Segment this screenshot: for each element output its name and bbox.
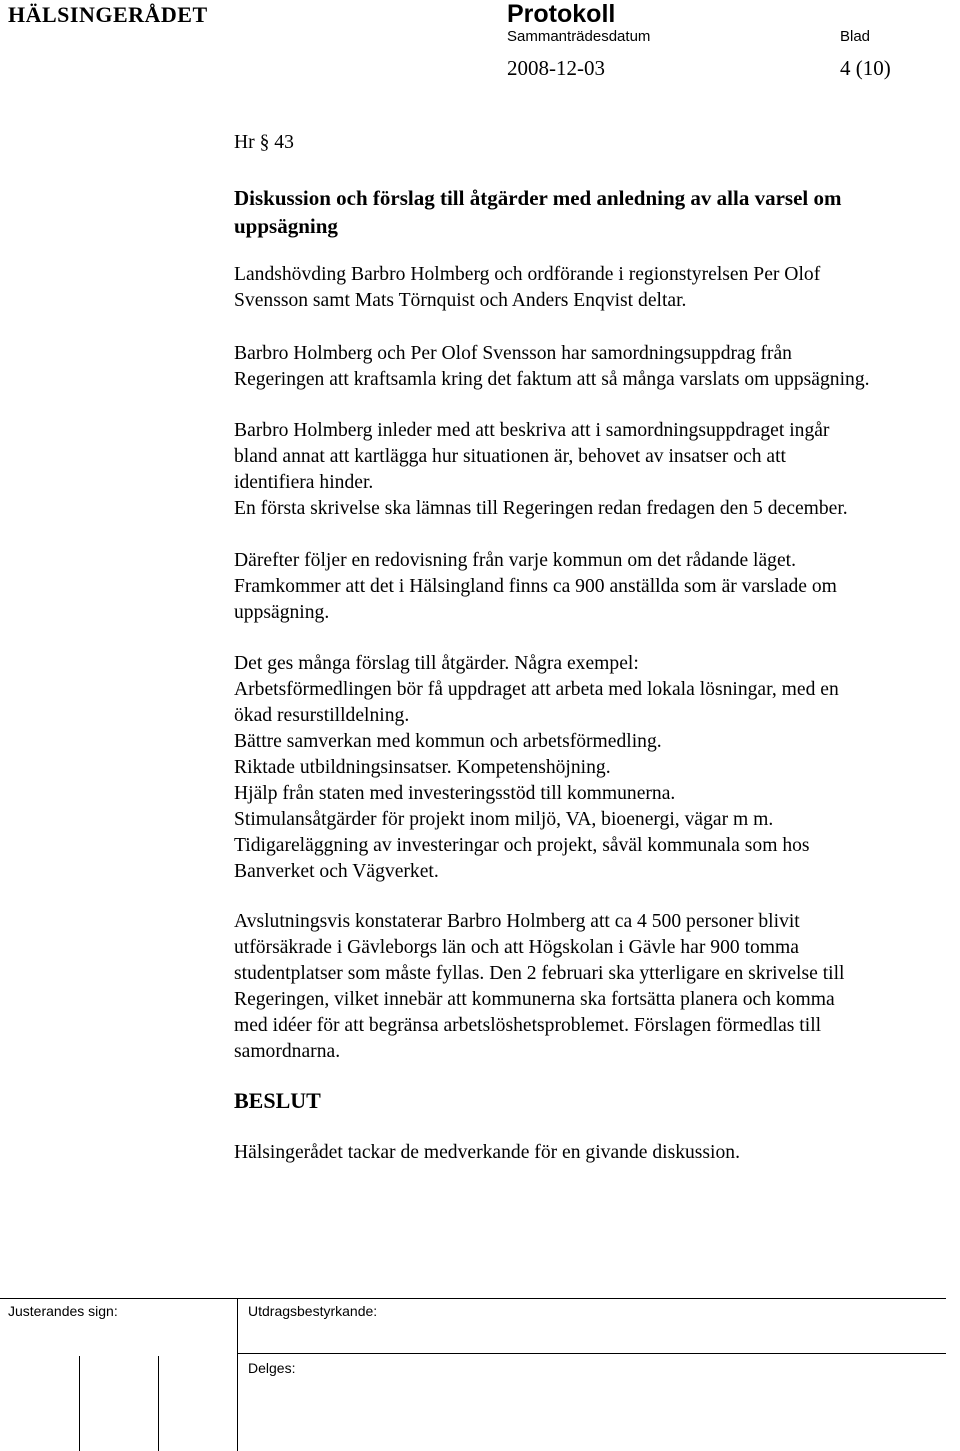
- item-title: [234, 184, 841, 240]
- text-line: Regeringen, vilket innebär att kommunerna ska fortsätta planera och komma: [234, 989, 835, 1010]
- paragraph-mandate: [234, 341, 934, 393]
- footer-column-divider: [237, 1298, 238, 1451]
- meeting-date-label: Sammanträdesdatum: [507, 28, 651, 45]
- decision-text: [234, 1140, 934, 1166]
- text-line: Avslutningsvis konstaterar Barbro Holmberg att ca 4 500 personer blivit: [234, 911, 800, 932]
- text-line: Tidigareläggning av investeringar och projekt, såväl kommunala som hos: [234, 835, 810, 856]
- text-line: Arbetsförmedlingen bör få uppdraget att arbeta med lokala lösningar, med en: [234, 679, 839, 700]
- signature-box-divider: [79, 1356, 80, 1451]
- title-line: Diskussion och förslag till åtgärder med anledning av alla varsel om: [234, 186, 842, 210]
- distribution-label: Delges:: [248, 1360, 296, 1376]
- paragraph-report: [234, 548, 934, 626]
- sheet-label: Blad: [840, 28, 871, 45]
- text-line: Landshövding Barbro Holmberg och ordförande i regionstyrelsen Per Olof: [234, 264, 821, 285]
- organization-name: HÄLSINGERÅDET: [8, 2, 208, 27]
- text-line: Riktade utbildningsinsatser. Kompetenshöjning.: [234, 757, 611, 778]
- text-line: Hälsingerådet tackar de medverkande för en givande diskussion.: [234, 1142, 740, 1163]
- paragraph-proposals: [234, 651, 934, 885]
- text-line: bland annat att kartlägga hur situationen är, behovet av insatser och att: [234, 446, 787, 467]
- text-line: Banverket och Vägverket.: [234, 861, 439, 882]
- paragraph-participants: [234, 262, 934, 314]
- text-line: ökad resurstilldelning.: [234, 705, 410, 726]
- text-line: samordnarna.: [234, 1041, 341, 1062]
- decision-heading: BESLUT: [234, 1088, 321, 1113]
- signature-box-divider: [158, 1356, 159, 1451]
- extract-certification-label: Utdragsbestyrkande:: [248, 1303, 378, 1319]
- title-line: uppsägning: [234, 214, 338, 238]
- text-line: Framkommer att det i Hälsingland finns ca 900 anställda som är varslade om: [234, 576, 837, 597]
- document-type: Protokoll: [507, 0, 616, 28]
- adjuster-signature-label: Justerandes sign:: [8, 1303, 118, 1319]
- page-number: 4 (10): [840, 56, 891, 80]
- text-line: studentplatser som måste fyllas. Den 2 februari ska ytterligare en skrivelse till: [234, 963, 845, 984]
- text-line: identifiera hinder.: [234, 472, 374, 493]
- text-line: Svensson samt Mats Törnquist och Anders Enqvist deltar.: [234, 290, 687, 311]
- text-line: En första skrivelse ska lämnas till Regeringen redan fredagen den 5 december.: [234, 498, 848, 519]
- text-line: utförsäkrade i Gävleborgs län och att Högskolan i Gävle har 900 tomma: [234, 937, 799, 958]
- section-number: Hr § 43: [234, 132, 294, 153]
- paragraph-introduction: [234, 418, 934, 522]
- text-line: Barbro Holmberg inleder med att beskriva att i samordningsuppdraget ingår: [234, 420, 830, 441]
- meeting-date: 2008-12-03: [507, 56, 605, 80]
- footer-middle-rule: [238, 1353, 946, 1354]
- text-line: Barbro Holmberg och Per Olof Svensson har samordningsuppdrag från: [234, 343, 792, 364]
- text-line: Därefter följer en redovisning från varje kommun om det rådande läget.: [234, 550, 797, 571]
- text-line: Stimulansåtgärder för projekt inom miljö, VA, bioenergi, vägar m m.: [234, 809, 774, 830]
- text-line: Bättre samverkan med kommun och arbetsförmedling.: [234, 731, 662, 752]
- footer-top-rule: [0, 1298, 946, 1299]
- text-line: uppsägning.: [234, 602, 330, 623]
- text-line: Hjälp från staten med investeringsstöd till kommunerna.: [234, 783, 676, 804]
- text-line: med idéer för att begränsa arbetslöshetsproblemet. Förslagen förmedlas till: [234, 1015, 822, 1036]
- text-line: Det ges många förslag till åtgärder. Några exempel:: [234, 653, 639, 674]
- text-line: Regeringen att kraftsamla kring det faktum att så många varslats om uppsägning.: [234, 369, 870, 390]
- paragraph-conclusion: [234, 909, 934, 1065]
